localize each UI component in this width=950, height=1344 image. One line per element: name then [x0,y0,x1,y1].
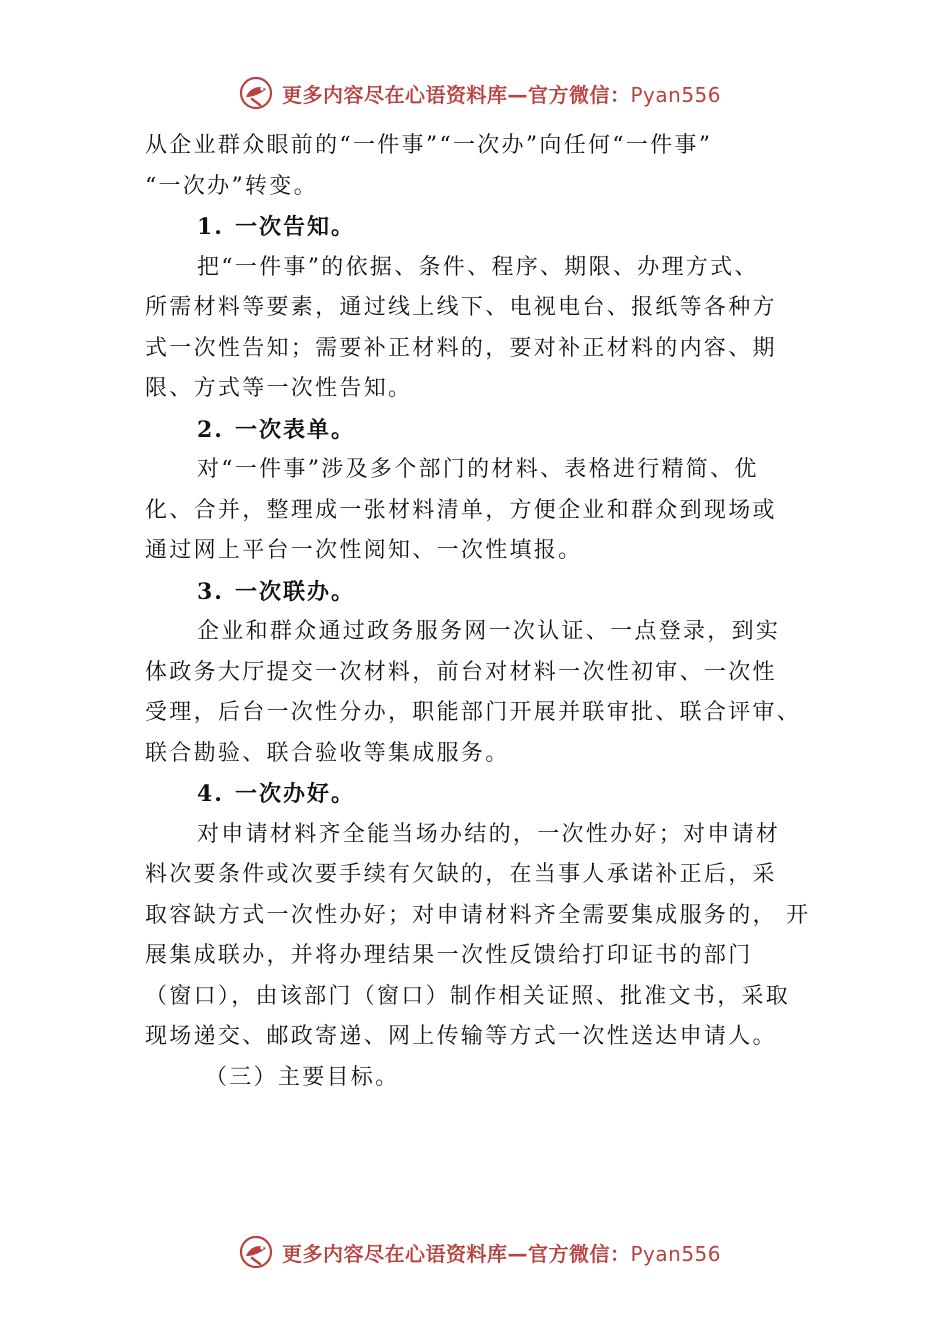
footer-banner-text: 更多内容尽在心语资料库—官方微信：Pyan556 [282,1241,722,1266]
paragraph-line: 通过网上平台一次性阅知、一次性填报。 [145,538,583,563]
paragraph-line: 所需材料等要素，通过线上线下、电视电台、报纸等各种方 [145,295,777,320]
header-banner-text: 更多内容尽在心语资料库—官方微信：Pyan556 [282,82,722,107]
intro-line-1: 从企业群众眼前的“一件事”“一次办”向任何“一件事” [145,133,713,158]
paragraph-line: 式一次性告知；需要补正材料的，要对补正材料的内容、期 [145,335,777,361]
section-heading-3 [145,572,817,613]
section-title: 一次告知。 [235,214,356,240]
footer-banner [238,1232,721,1272]
paragraph-line: 展集成联办，并将办理结果一次性反馈给打印证书的部门 [145,943,753,968]
paragraph-line: 体政务大厅提交一次材料，前台对材料一次性初审、一次性 [145,659,777,685]
closing-heading: （三）主要目标。 [205,1064,400,1090]
header-banner [238,73,721,113]
paragraph-line: 取容缺方式一次性办好；对申请材料齐全需要集成服务的， 开 [145,902,811,928]
paragraph-line: 把“一件事”的依据、条件、程序、期限、办理方式、 [197,254,759,280]
wechat-id: Pyan556 [630,82,722,107]
paragraph-line: 限、方式等一次性告知。 [145,376,413,401]
section-title: 一次联办。 [235,578,356,605]
section-number: 2. [197,416,224,443]
paragraph-line: 料次要条件或次要手续有欠缺的，在当事人承诺补正后，采 [145,862,777,887]
fish-logo-icon [238,1234,274,1270]
section-number: 3. [197,578,224,605]
paragraph-line: 对申请材料齐全能当场办结的，一次性办好；对申请材 [197,821,781,847]
paragraph-line: 受理，后台一次性分办，职能部门开展并联审批、联合评审、 [145,700,802,725]
paragraph-line: 对“一件事”涉及多个部门的材料、表格进行精简、优 [197,457,759,482]
paragraph-line: （窗口），由该部门（窗口）制作相关证照、批准文书，采取 [145,983,791,1009]
paragraph-line: 现场递交、邮政寄递、网上传输等方式一次性送达申请人。 [145,1024,777,1049]
paragraph-line: 联合勘验、联合验收等集成服务。 [145,740,510,766]
paragraph-line: 企业和群众通过政务服务网一次认证、一点登录，到实 [197,619,781,644]
intro-line-2: “一次办”转变。 [145,173,318,199]
paragraph-line: 化、合并，整理成一张材料清单，方便企业和群众到现场或 [145,497,777,523]
wechat-id: Pyan556 [630,1241,722,1266]
section-title: 一次办好。 [235,781,356,807]
section-number: 4. [197,781,224,807]
section-heading-2 [145,410,817,451]
section-number: 1. [197,214,224,240]
fish-logo-icon [238,75,274,111]
section-title: 一次表单。 [235,416,356,443]
section-heading-4 [145,774,817,815]
document-body [145,126,817,1098]
section-heading-1 [145,207,817,248]
